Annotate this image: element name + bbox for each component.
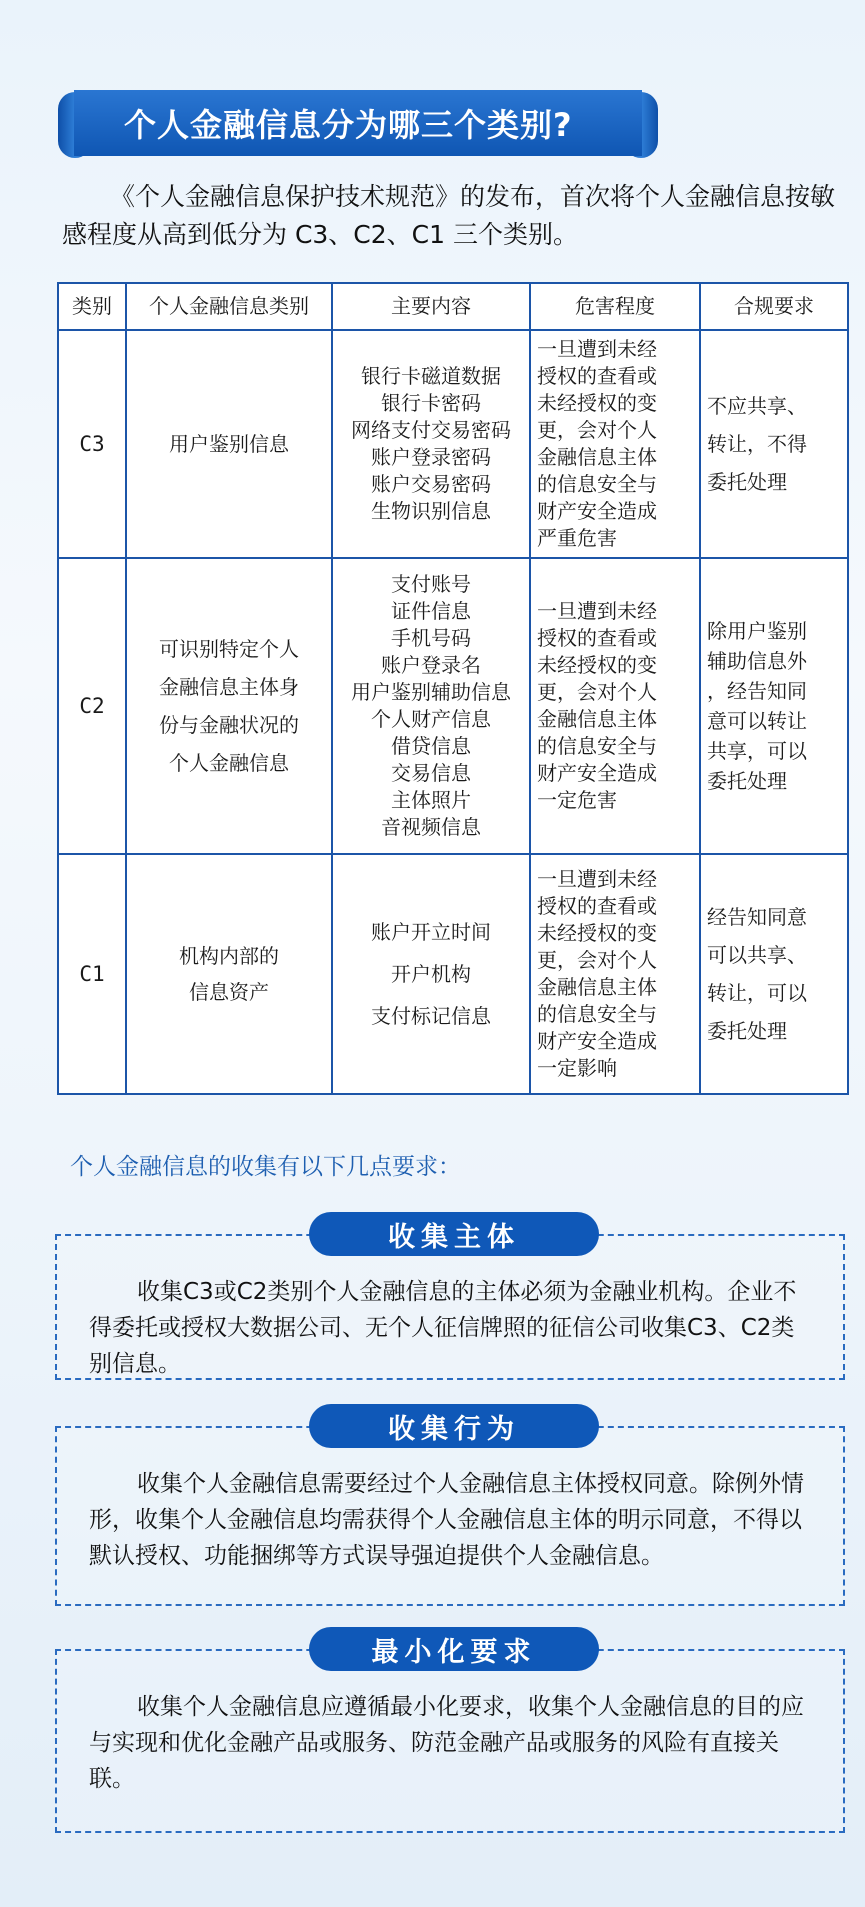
type-line: 信息资产	[189, 980, 269, 1004]
harm-line: 授权的查看或	[537, 626, 657, 650]
requirements-heading: 个人金融信息的收集有以下几点要求：	[70, 1154, 461, 1180]
compliance-line: 转让，可以	[707, 981, 807, 1005]
compliance-line: 除用户鉴别	[707, 619, 807, 643]
harm-line: 更，会对个人	[537, 418, 657, 442]
requirement-title: 收集主体	[309, 1212, 599, 1256]
compliance-line: 经告知同意	[707, 905, 807, 929]
content-line: 生物识别信息	[371, 499, 491, 523]
harm-line: 未经授权的变	[537, 391, 657, 415]
content-line: 账户登录名	[381, 653, 481, 677]
type-line: 个人金融信息	[169, 751, 289, 775]
compliance-line: 辅助信息外	[707, 649, 807, 673]
cell-type	[126, 558, 332, 854]
header-category: 类别	[58, 283, 126, 330]
content-line: 银行卡磁道数据	[361, 364, 501, 388]
cell-content	[332, 558, 530, 854]
requirement-text: 收集个人金融信息需要经过个人金融信息主体授权同意。除例外情形，收集个人金融信息均需获得个人金融信息主体的明示同意，不得以默认授权、功能捆绑等方式误导强迫提供个人金融信息。	[89, 1471, 804, 1569]
cell-harm	[530, 854, 700, 1094]
cell-compliance	[700, 558, 848, 854]
harm-line: 的信息安全与	[537, 734, 657, 758]
header-compliance: 合规要求	[700, 283, 848, 330]
harm-line: 财产安全造成	[537, 499, 657, 523]
content-line: 账户交易密码	[371, 472, 491, 496]
harm-line: 金融信息主体	[537, 707, 657, 731]
requirement-title: 收集行为	[309, 1404, 599, 1448]
cell-harm	[530, 558, 700, 854]
requirement-text: 收集个人金融信息应遵循最小化要求，收集个人金融信息的目的应与实现和优化金融产品或服务、防范金融产品或服务的风险有直接关联。	[89, 1694, 804, 1792]
cell-content	[332, 854, 530, 1094]
cell-category: C2	[58, 558, 126, 854]
cell-content	[332, 330, 530, 558]
intro-paragraph: 《个人金融信息保护技术规范》的发布，首次将个人金融信息按敏感程度从高到低分为 C3、C2、C1 三个类别。	[62, 182, 836, 249]
harm-line: 财产安全造成	[537, 761, 657, 785]
harm-line: 一定影响	[537, 1056, 617, 1080]
compliance-line: 意可以转让	[707, 709, 807, 733]
table-row-c1	[58, 854, 848, 1094]
content-line: 网络支付交易密码	[351, 418, 511, 442]
content-line: 用户鉴别辅助信息	[351, 680, 511, 704]
content-line: 银行卡密码	[381, 391, 481, 415]
harm-line: 更，会对个人	[537, 948, 657, 972]
cell-type: 用户鉴别信息	[126, 330, 332, 558]
compliance-line: 委托处理	[707, 769, 787, 793]
requirement-box-minimization	[55, 1636, 845, 1833]
content-line: 支付账号	[391, 572, 471, 596]
harm-line: 金融信息主体	[537, 445, 657, 469]
requirement-box-subject	[55, 1221, 845, 1380]
cell-harm	[530, 330, 700, 558]
compliance-line: ，经告知同	[707, 679, 807, 703]
type-line: 机构内部的	[179, 944, 279, 968]
compliance-line: 转让，不得	[707, 432, 807, 456]
content-line: 个人财产信息	[371, 707, 491, 731]
harm-line: 的信息安全与	[537, 1002, 657, 1026]
harm-line: 授权的查看或	[537, 894, 657, 918]
content-line: 音视频信息	[381, 815, 481, 839]
harm-line: 一旦遭到未经	[537, 599, 657, 623]
page-title: 个人金融信息分为哪三个类别?	[74, 90, 642, 156]
cell-compliance	[700, 330, 848, 558]
harm-line: 金融信息主体	[537, 975, 657, 999]
content-line: 主体照片	[391, 788, 471, 812]
compliance-line: 委托处理	[707, 470, 787, 494]
harm-line: 授权的查看或	[537, 364, 657, 388]
compliance-line: 委托处理	[707, 1019, 787, 1043]
header-type: 个人金融信息类别	[126, 283, 332, 330]
table-header-row	[58, 283, 848, 330]
cell-compliance	[700, 854, 848, 1094]
type-line: 可识别特定个人	[159, 637, 299, 661]
content-line: 借贷信息	[391, 734, 471, 758]
cell-category: C1	[58, 854, 126, 1094]
cell-type	[126, 854, 332, 1094]
content-line: 开户机构	[391, 962, 471, 986]
requirement-title: 最小化要求	[309, 1627, 599, 1671]
compliance-line: 不应共享、	[707, 394, 807, 418]
content-line: 交易信息	[391, 761, 471, 785]
harm-line: 未经授权的变	[537, 653, 657, 677]
title-banner	[58, 90, 658, 160]
content-line: 支付标记信息	[371, 1004, 491, 1028]
requirement-text: 收集C3或C2类别个人金融信息的主体必须为金融业机构。企业不得委托或授权大数据公司、无个人征信牌照的征信公司收集C3、C2类别信息。	[89, 1279, 797, 1377]
header-content: 主要内容	[332, 283, 530, 330]
cell-category: C3	[58, 330, 126, 558]
requirement-box-behavior	[55, 1413, 845, 1606]
header-harm: 危害程度	[530, 283, 700, 330]
content-line: 手机号码	[391, 626, 471, 650]
compliance-line: 可以共享、	[707, 943, 807, 967]
harm-line: 严重危害	[537, 526, 617, 550]
harm-line: 一旦遭到未经	[537, 867, 657, 891]
content-line: 账户开立时间	[371, 920, 491, 944]
category-table	[57, 282, 849, 1095]
table-row-c2	[58, 558, 848, 854]
harm-line: 一定危害	[537, 788, 617, 812]
harm-line: 财产安全造成	[537, 1029, 657, 1053]
harm-line: 未经授权的变	[537, 921, 657, 945]
type-line: 金融信息主体身	[159, 675, 299, 699]
compliance-line: 共享，可以	[707, 739, 807, 763]
harm-line: 一旦遭到未经	[537, 337, 657, 361]
content-line: 证件信息	[391, 599, 471, 623]
content-line: 账户登录密码	[371, 445, 491, 469]
harm-line: 的信息安全与	[537, 472, 657, 496]
type-line: 份与金融状况的	[159, 713, 299, 737]
table-row-c3	[58, 330, 848, 558]
harm-line: 更，会对个人	[537, 680, 657, 704]
